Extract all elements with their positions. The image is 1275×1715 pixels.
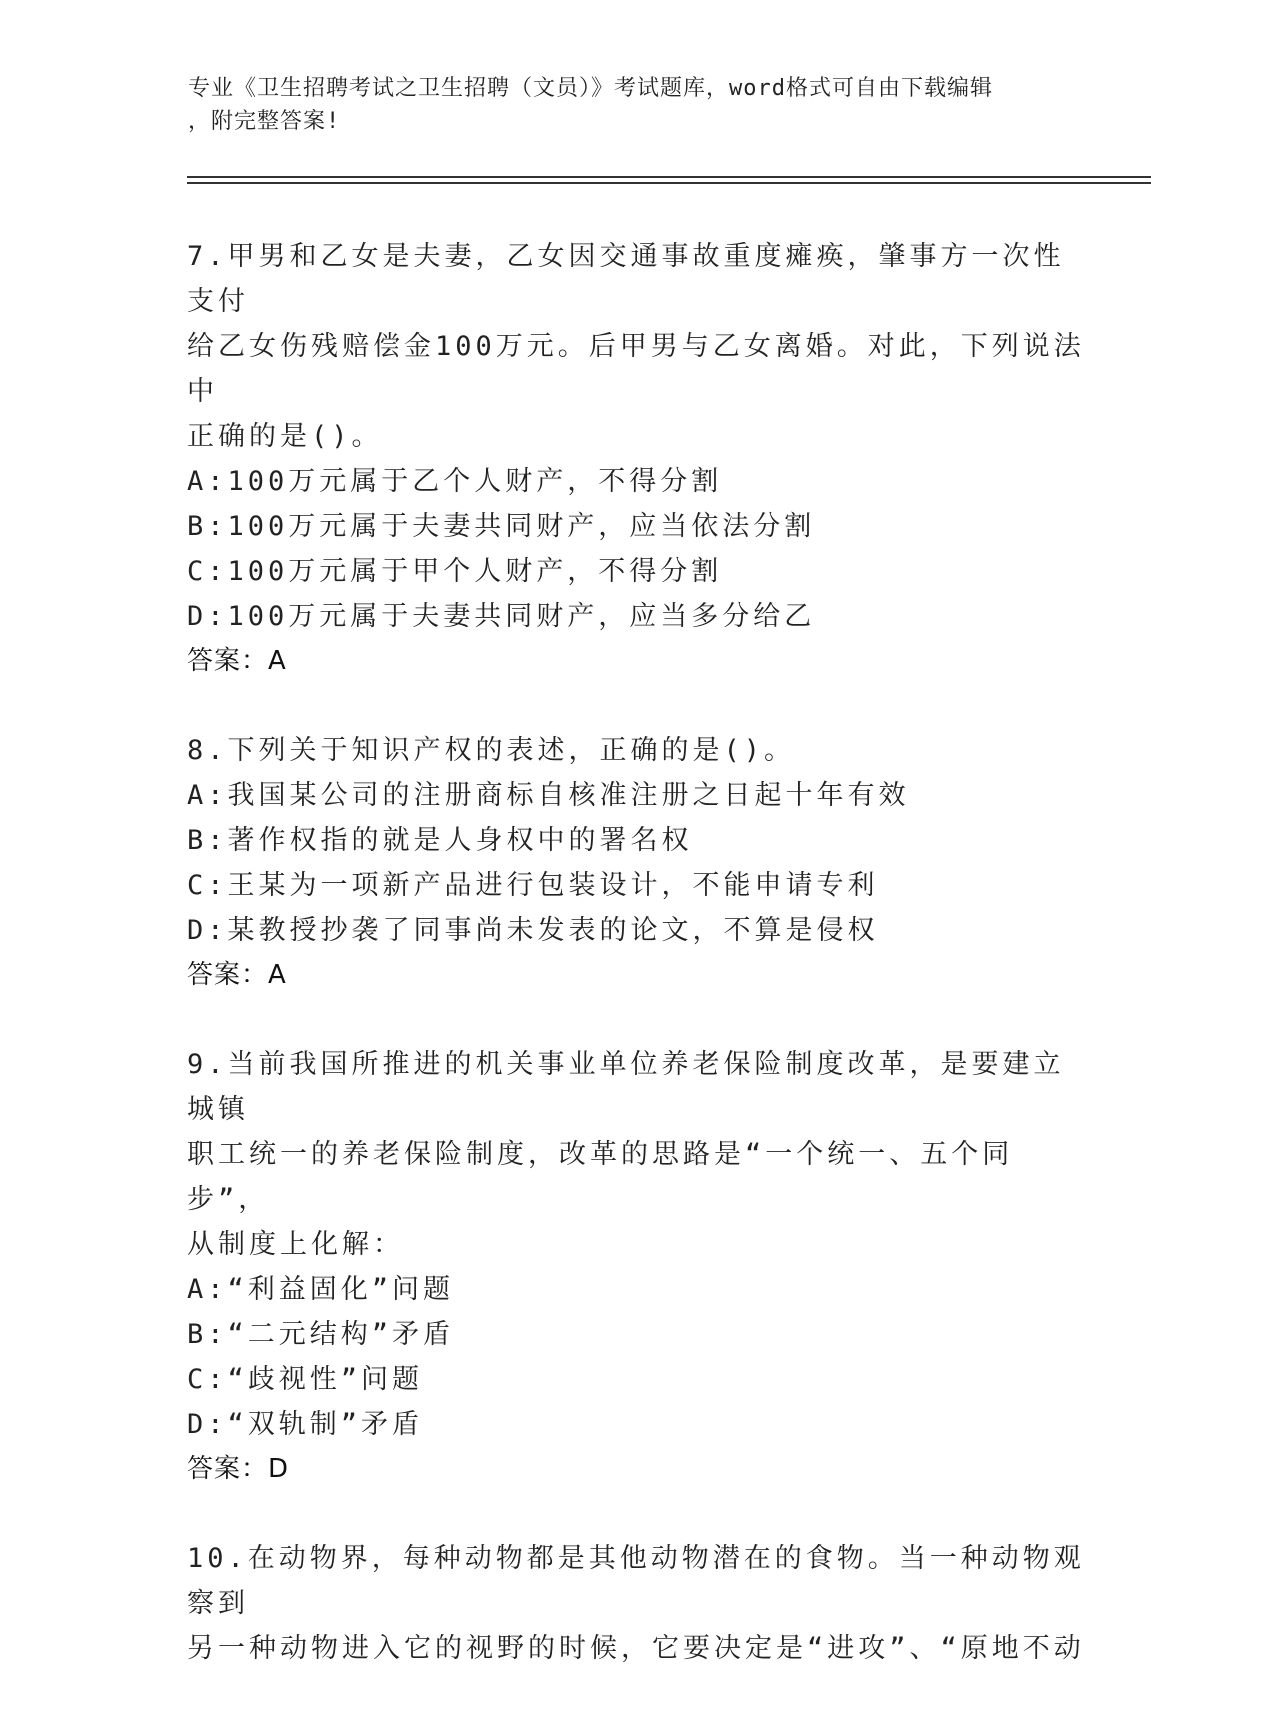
question-list bbox=[187, 234, 1087, 1715]
answer-label: 答案：A bbox=[187, 646, 287, 676]
question-10 bbox=[187, 1536, 1087, 1671]
question-7 bbox=[187, 234, 1087, 684]
option-b: B:“二元结构”矛盾 bbox=[187, 1319, 455, 1350]
question-stem-line: 从制度上化解： bbox=[187, 1229, 404, 1260]
header-divider-bottom bbox=[187, 182, 1151, 184]
option-b: B:著作权指的就是人身权中的署名权 bbox=[187, 825, 693, 856]
question-stem-line: 正确的是()。 bbox=[187, 421, 383, 452]
question-stem-line: 9.当前我国所推进的机关事业单位养老保险制度改革，是要建立城镇 bbox=[187, 1049, 1065, 1125]
option-c: C:100万元属于甲个人财产，不得分割 bbox=[187, 556, 723, 587]
question-8 bbox=[187, 728, 1087, 998]
document-header bbox=[188, 72, 1088, 138]
header-line-1: 专业《卫生招聘考试之卫生招聘（文员）》考试题库，word格式可自由下载编辑 bbox=[188, 76, 993, 101]
option-d: D:100万元属于夫妻共同财产，应当多分给乙 bbox=[187, 601, 816, 632]
question-stem-line: 8.下列关于知识产权的表述，正确的是()。 bbox=[187, 735, 796, 766]
question-stem-line: 10.在动物界，每种动物都是其他动物潜在的食物。当一种动物观察到 bbox=[187, 1543, 1085, 1619]
option-b: B:100万元属于夫妻共同财产，应当依法分割 bbox=[187, 511, 816, 542]
option-a: A:我国某公司的注册商标自核准注册之日起十年有效 bbox=[187, 780, 910, 811]
answer-label: 答案：A bbox=[187, 960, 287, 990]
option-a: A:100万元属于乙个人财产，不得分割 bbox=[187, 466, 723, 497]
option-c: C:“歧视性”问题 bbox=[187, 1364, 424, 1395]
option-d: D:某教授抄袭了同事尚未发表的论文，不算是侵权 bbox=[187, 915, 879, 946]
question-9 bbox=[187, 1042, 1087, 1492]
answer-label: 答案：D bbox=[187, 1454, 290, 1484]
option-c: C:王某为一项新产品进行包装设计，不能申请专利 bbox=[187, 870, 879, 901]
question-stem-line: 7.甲男和乙女是夫妻，乙女因交通事故重度瘫痪，肇事方一次性支付 bbox=[187, 241, 1065, 317]
question-stem-line: 职工统一的养老保险制度，改革的思路是“一个统一、五个同步”， bbox=[187, 1139, 1014, 1215]
header-divider-top bbox=[187, 176, 1151, 178]
question-stem-line: 另一种动物进入它的视野的时候，它要决定是“进攻”、“原地不动 bbox=[187, 1633, 1085, 1664]
header-line-2: ，附完整答案! bbox=[188, 109, 341, 134]
option-d: D:“双轨制”矛盾 bbox=[187, 1409, 424, 1440]
question-stem-line: 给乙女伤残赔偿金100万元。后甲男与乙女离婚。对此，下列说法中 bbox=[187, 331, 1085, 407]
option-a: A:“利益固化”问题 bbox=[187, 1274, 455, 1305]
